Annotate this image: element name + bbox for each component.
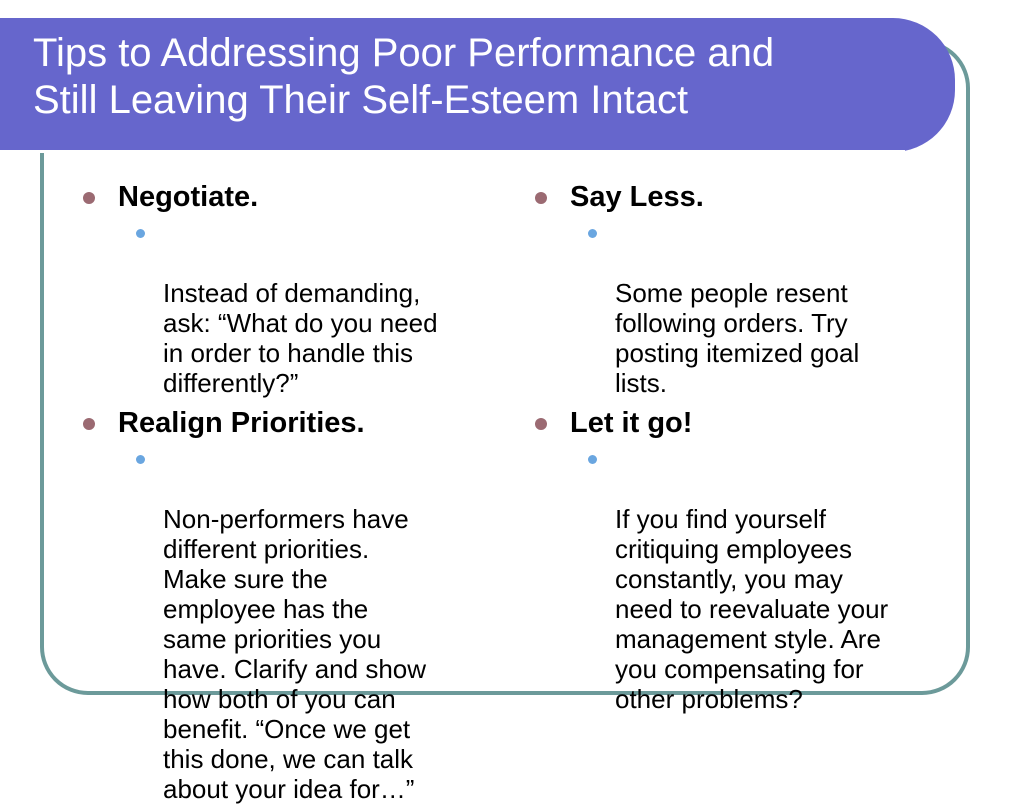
tip-heading-text: Realign Priorities.	[118, 407, 365, 439]
tip-detail	[163, 218, 500, 398]
sub-bullet-dot-icon	[136, 229, 145, 238]
sub-bullet-dot-icon	[588, 229, 597, 238]
bullet-dot-icon	[535, 418, 547, 430]
tip-detail-list	[532, 218, 952, 398]
tip-realign-priorities	[80, 406, 500, 804]
slide-title-line-1: Tips to Addressing Poor Performance and	[33, 31, 775, 75]
tip-detail-text: Some people resent following orders. Try posting itemized goal lists.	[615, 278, 860, 398]
tip-negotiate	[80, 180, 500, 398]
title-underline	[0, 150, 905, 153]
tip-detail-list	[80, 444, 500, 804]
bullet-dot-icon	[83, 192, 95, 204]
tip-detail	[615, 218, 952, 398]
tip-heading	[80, 180, 500, 214]
left-column	[80, 180, 500, 812]
tip-heading	[80, 406, 500, 440]
tip-heading-text: Let it go!	[570, 407, 693, 439]
tip-detail-list	[532, 444, 952, 714]
tip-detail-text: If you find yourself critiquing employees constantly, you may need to reevaluate your management style. Are you compensating for other problems?	[615, 504, 889, 714]
bullet-dot-icon	[83, 418, 95, 430]
tip-let-it-go	[532, 406, 952, 714]
sub-bullet-dot-icon	[136, 455, 145, 464]
tip-detail-text: Non-performers have different priorities. Make sure the employee has the same priorities you have. Clarify and show how both of you can benefit. “Once we get this done, we can talk about your idea for…”	[163, 504, 427, 804]
tip-heading-text: Say Less.	[570, 181, 704, 213]
tip-heading	[532, 180, 952, 214]
right-column	[532, 180, 952, 722]
tip-say-less	[532, 180, 952, 398]
slide-title	[33, 30, 913, 124]
bullet-dot-icon	[535, 192, 547, 204]
sub-bullet-dot-icon	[588, 455, 597, 464]
tip-heading-text: Negotiate.	[118, 181, 259, 213]
slide-title-line-2: Still Leaving Their Self-Esteem Intact	[33, 78, 689, 122]
tip-detail	[163, 444, 500, 804]
tip-detail	[615, 444, 952, 714]
tip-heading	[532, 406, 952, 440]
tip-detail-text: Instead of demanding, ask: “What do you need in order to handle this differently?”	[163, 278, 438, 398]
tip-detail-list	[80, 218, 500, 398]
